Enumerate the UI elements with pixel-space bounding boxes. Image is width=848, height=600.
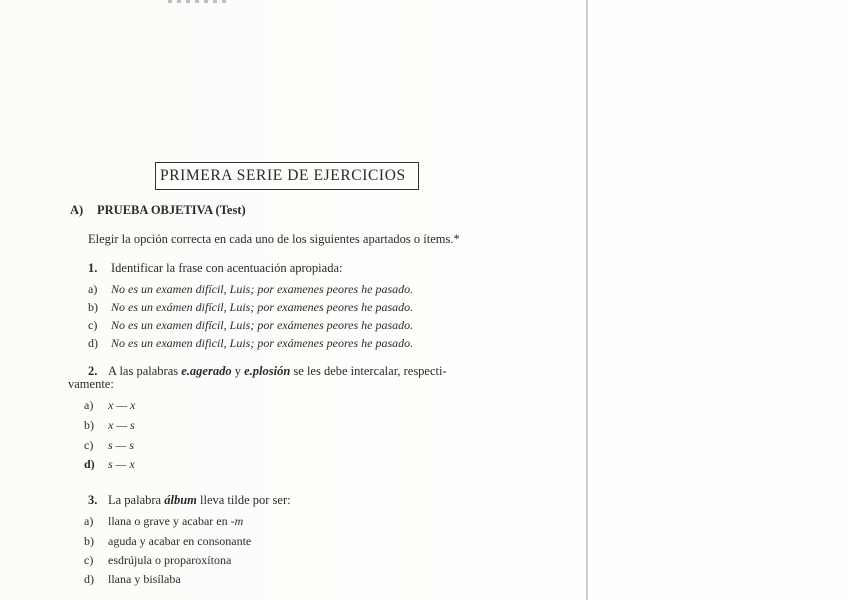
q1-option-b-letter: b)	[88, 300, 98, 314]
q3-word: álbum	[164, 493, 197, 507]
page-title: PRIMERA SERIE DE EJERCICIOS	[160, 167, 406, 184]
q1-option-d-letter: d)	[88, 336, 98, 350]
q2-option-a-letter: a)	[84, 398, 94, 412]
q3-option-a-text-italic: -m	[230, 514, 244, 528]
q1-option-a-text: No es un examen difícil, Luis; por examenes peores he pasado.	[111, 282, 414, 296]
q3-text-pre: La palabra	[108, 493, 165, 507]
q2-option-d-letter: d)	[84, 457, 95, 471]
section-letter: A)	[70, 203, 84, 217]
q3-option-d-text: llana y bisílaba	[108, 572, 181, 586]
q2-text-post: se les debe intercalar, respecti-	[290, 364, 447, 378]
q2-word-1: e.agerado	[181, 364, 232, 378]
q2-option-c-letter: c)	[84, 438, 94, 452]
q3-option-a-letter: a)	[84, 514, 94, 528]
q2-option-d-text: s — x	[108, 457, 135, 471]
question-1-number: 1.	[88, 261, 98, 275]
question-3-number: 3.	[88, 493, 98, 507]
q2-option-c-text: s — s	[108, 438, 135, 452]
q1-option-c-letter: c)	[88, 318, 98, 332]
q3-text-post: lleva tilde por ser:	[196, 493, 291, 507]
blank-margin	[588, 0, 848, 600]
q3-option-a-text-pre: llana o grave y acabar en	[108, 514, 231, 528]
question-2-number: 2.	[88, 364, 98, 378]
section-title: PRUEBA OBJETIVA (Test)	[97, 203, 246, 217]
q3-option-a-text	[108, 514, 243, 529]
q2-option-b-text: x — s	[108, 418, 135, 432]
q3-option-d-letter: d)	[84, 572, 94, 586]
q3-option-c-text: esdrújula o proparoxítona	[108, 553, 232, 567]
question-1-text: Identificar la frase con acentuación apropiada:	[111, 261, 343, 275]
scan-artifact-mark	[168, 0, 228, 3]
q2-option-b-letter: b)	[84, 418, 94, 432]
instruction-text: Elegir la opción correcta en cada uno de los siguientes apartados o ítems.*	[88, 232, 460, 246]
q1-option-c-text: No es un examen difícil, Luis; por exámenes peores he pasado.	[111, 318, 414, 332]
question-2-text-line2: vamente:	[68, 377, 114, 391]
q3-option-c-letter: c)	[84, 553, 94, 567]
question-2-text	[108, 364, 447, 379]
q3-option-b-letter: b)	[84, 534, 94, 548]
q1-option-b-text: No es un exámen difícil, Luis; por examenes peores he pasado.	[111, 300, 414, 314]
q1-option-d-text: No es un examen dificil, Luis; por exámenes peores he pasado.	[111, 336, 414, 350]
q1-option-a-letter: a)	[88, 282, 98, 296]
q2-word-2: e.plosión	[244, 364, 291, 378]
q2-option-a-text: x — x	[108, 398, 136, 412]
q3-option-b-text: aguda y acabar en consonante	[108, 534, 252, 548]
question-3-text	[108, 493, 291, 508]
q2-text-pre: A las palabras	[108, 364, 182, 378]
q2-text-mid: y	[231, 364, 245, 378]
